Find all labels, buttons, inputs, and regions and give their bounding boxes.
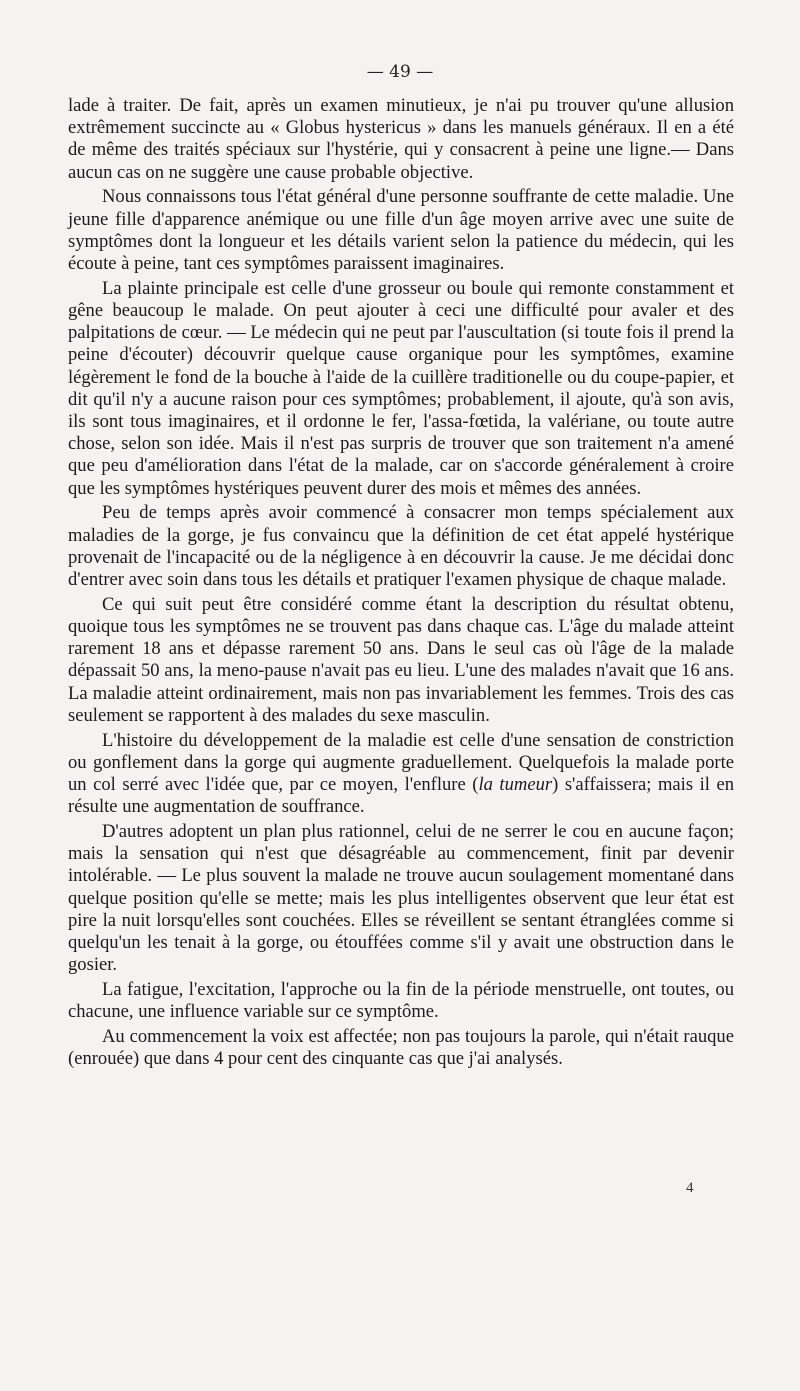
paragraph-6-end: ) s'affaissera; mais il en résulte une augmentation de souffrance. — [68, 774, 734, 818]
paragraph-8: La fatigue, l'excitation, l'approche ou la fin de la période menstruelle, ont toutes, ou chacune, une influence variable sur ce symptôme. — [68, 979, 734, 1023]
paragraph-2: Nous connaissons tous l'état général d'une personne souffrante de cette maladie. Une jeune fille d'apparence anémique ou une fille d'un âge moyen arrive avec une suite de symptômes dont la longueur et les détails varient selon la patience du médecin, qui les écoute à peine, tant ces symptômes paraissent imaginaires. — [68, 186, 734, 275]
paragraph-3: La plainte principale est celle d'une grosseur ou boule qui remonte constamment et gêne beaucoup le malade. On peut ajouter à ceci une difficulté pour avaler et des palpitations de cœur. — Le médecin qui ne peut par l'auscultation (si toute fois il prend la peine d'écouter) découvrir quelque cause organique pour les symptômes, examine légèrement le fond de la bouche à l'aide de la cuillère traditionelle ou du coupe-papier, et dit qu'il n'y a aucune raison pour ces symptômes; probablement, il ajoute, qu'à son avis, ils sont tous imaginaires, et il ordonne le fer, l'assa-fœtida, la valériane, ou toute autre chose, selon son idée. Mais il n'est pas surpris de trouver que son traitement n'a amené que peu d'amélioration dans l'état de la malade, car on s'accorde généralement à croire que les symptômes hystériques peuvent durer des mois et mêmes des années. — [68, 277, 734, 499]
paragraph-6-start: L'histoire du développement de la maladie est celle d'une sensation de constriction ou gonflement dans la gorge qui augmente graduellement. Quelquefois la malade porte un col serré avec l'idée que, par ce moyen, l'enflure ( — [68, 729, 734, 796]
paragraph-9: Au commencement la voix est affectée; non pas toujours la parole, qui n'était rauque (enrouée) que dans 4 pour cent des cinquante cas que j'ai analysés. — [68, 1026, 734, 1070]
paragraph-7: D'autres adoptent un plan plus rationnel, celui de ne serrer le cou en aucune façon; mais la sensation qui n'est que désagréable au commencement, finit par devenir intolérable. — Le plus souvent la malade ne trouve aucun soulagement momentané dans quelque position qu'elle se mette; mais les plus intelligentes observent que leur état est pire la nuit lorsqu'elles sont couchées. Elles se réveillent se sentant étranglées comme si quelqu'un les tenait à la gorge, ou étouffées comme s'il y avait une obstruction dans le gosier. — [68, 821, 734, 976]
paragraph-4: Peu de temps après avoir commencé à consacrer mon temps spécialement aux maladies de la gorge, je fus convaincu que la définition de cet état appelé hystérique provenait de l'incapacité ou de la négligence à en découvrir la cause. Je me décidai donc d'entrer avec soin dans tous les détails et pratiquer l'examen physique de chaque malade. — [68, 502, 734, 591]
paragraph-5: Ce qui suit peut être considéré comme étant la description du résultat obtenu, quoique tous les symptômes ne se trouvent pas dans chaque cas. L'âge du malade atteint rarement 18 ans et dépasse rarement 50 ans. Dans le seul cas où l'âge de la malade dépassait 50 ans, la meno-pause n'avait pas eu lieu. L'une des malades n'avait que 16 ans. La maladie atteint ordinairement, mais non pas invariablement les femmes. Trois des cas seulement se rapportent à des malades du sexe masculin. — [68, 593, 734, 726]
signature-mark: 4 — [686, 1180, 694, 1196]
paragraph-6 — [68, 730, 734, 819]
page-number: — 49 — — [366, 62, 434, 82]
paragraph-1: lade à traiter. De fait, après un examen minutieux, je n'ai pu trouver qu'une allusion extrêmement succincte au « Globus hystericus » dans les manuels généraux. Il en a été de même des traités spéciaux sur l'hystérie, qui y consacrent à peine une ligne.— Dans aucun cas on ne suggère une cause probable objective. — [68, 95, 734, 183]
body-text — [68, 95, 734, 1073]
paragraph-6-italic: la tumeur — [478, 774, 553, 796]
